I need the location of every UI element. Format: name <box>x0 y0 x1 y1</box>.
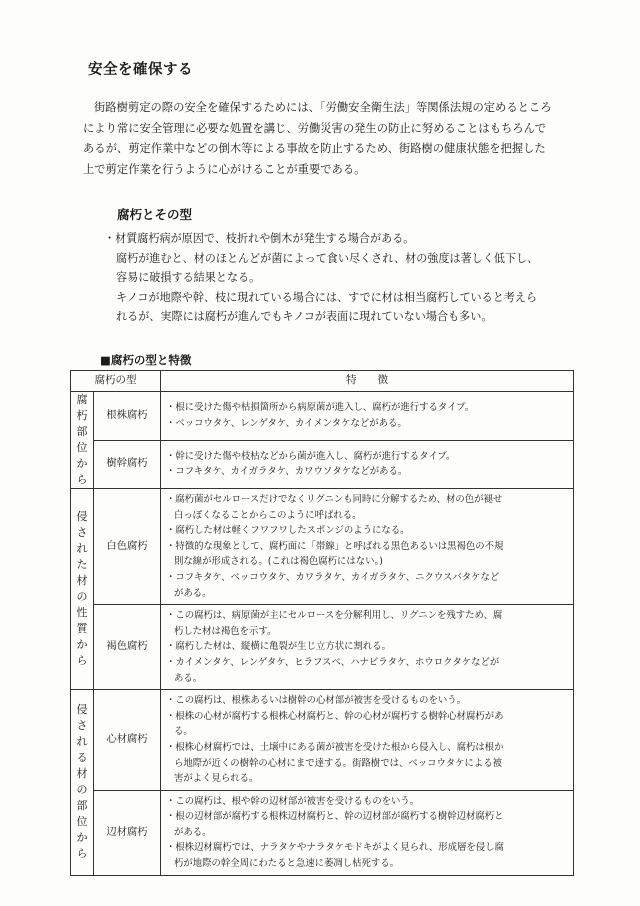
feature-line: がある。 <box>174 826 212 838</box>
decay-features <box>161 790 574 875</box>
table-body <box>71 392 574 876</box>
section-line: キノコが地際や幹、枝に現れている場合には、すでに材は相当腐朽していると考えら <box>116 290 538 304</box>
table-row <box>71 440 574 489</box>
intro-line: 上で剪定作業を行うように心がけることが重要である。 <box>83 162 366 176</box>
feature-line: 朽した材は褐色を示す。 <box>174 625 277 637</box>
feature-line: ・根に受けた傷や枯損箇所から病原菌が進入し、腐朽が進行するタイプ。 <box>166 402 475 414</box>
intro-paragraph <box>83 98 561 180</box>
feature-line: ・コフキタケ、カイガラタケ、カワウソタケなどがある。 <box>166 466 408 478</box>
section-line: 容易に破損する結果となる。 <box>116 271 261 285</box>
feature-line: ・ベッコウタケ、レンゲタケ、カイメンタケなどがある。 <box>166 417 407 429</box>
feature-line: ・腐朽菌がセルロースだけでなくリグニンも同時に分解するため、材の色が褪せ <box>166 494 503 505</box>
feature-line: ・根株心材腐朽では、土壌中にある菌が被害を受けた根から侵入し、腐朽は根か <box>166 741 504 753</box>
feature-line: る。 <box>174 726 193 738</box>
feature-line: ・根株の心材が腐朽する根株心材腐朽と、幹の心材が腐朽する樹幹心材腐朽があ <box>166 710 504 722</box>
decay-features <box>161 605 574 690</box>
decay-kind: 樹幹腐朽 <box>94 440 161 489</box>
decay-type-table <box>70 370 574 876</box>
table-heading: ■腐朽の型と特徴 <box>100 353 192 367</box>
table-row <box>71 605 574 690</box>
group-label <box>71 392 94 489</box>
header-decay-type: 腐朽の型 <box>71 371 161 392</box>
feature-line: ・カイメンタケ、レンゲタケ、ヒラフスベ、ハナビラタケ、ホウロクタケなどが <box>166 656 500 668</box>
section-body <box>104 229 564 327</box>
table-row <box>71 690 574 791</box>
page-title: 安全を確保する <box>88 62 193 78</box>
group-label <box>71 690 94 876</box>
feature-line: がある。 <box>174 587 212 599</box>
feature-line: 白っぽくなることからこのように呼ばれる。 <box>174 509 362 521</box>
decay-kind: 白色腐朽 <box>94 489 161 605</box>
decay-features <box>161 690 574 791</box>
feature-line: ・腐朽した材は軽くフワフワしたスポンジのようになる。 <box>166 525 410 537</box>
feature-line: 害がよく見られる。 <box>174 773 259 785</box>
feature-line: ・腐朽した材は、縦横に亀裂が生じ立方状に割れる。 <box>166 641 392 653</box>
intro-line: 街路樹剪定の際の安全を確保するためには、「労働安全衛生法」等関係法規の定めるところ <box>94 101 552 114</box>
group-label <box>71 489 94 690</box>
header-feature: 特 徴 <box>161 371 574 392</box>
group-label-text: 侵 さ れ る 材 の 部 位 か ら <box>76 703 88 861</box>
feature-line: ・この腐朽は、根や幹の辺材部が被害を受けるものをいう。 <box>166 795 420 807</box>
feature-line: ・コフキタケ、ベッコウタケ、カワラタケ、カイガラタケ、ニクウスバタケなど <box>166 571 500 583</box>
decay-features <box>161 392 574 441</box>
section-line: ・材質腐朽病が原因で、枝折れや倒木が発生する場合がある。 <box>104 232 415 245</box>
feature-line: ある。 <box>174 672 203 684</box>
feature-line: 則な線が形成される。(これは褐色腐朽にはない。) <box>174 556 383 568</box>
feature-line: 朽が地際の幹全周にわたると急速に萎凋し枯死する。 <box>174 858 400 870</box>
table-row <box>71 392 574 441</box>
feature-line: ら地際が近くの樹幹の心材にまで達する。街路樹では、ベッコウタケによる被 <box>174 757 503 769</box>
decay-kind: 辺材腐朽 <box>94 790 161 875</box>
feature-line: ・特徴的な現象として、腐朽面に「帯線」と呼ばれる黒色あるいは黒褐色の不規 <box>166 540 504 552</box>
table-header-row <box>71 371 574 392</box>
feature-line: ・幹に受けた傷や枝枯などから菌が進入し、腐朽が進行するタイプ。 <box>166 450 456 462</box>
table-row <box>71 790 574 875</box>
group-label-text: 侵 さ れ た 材 の 性 質 か ら <box>76 510 88 668</box>
decay-features <box>161 489 574 605</box>
feature-line: ・根株辺材腐朽では、ナラタケやナラタケモドキがよく見られ、形成層を侵し腐 <box>166 842 504 854</box>
decay-features <box>161 440 574 489</box>
group-label-text: 腐 朽 部 位 か ら <box>76 393 88 486</box>
section-heading: 腐朽とその型 <box>117 207 193 222</box>
intro-line: あるが、剪定作業中などの倒木等による事故を防止するため、街路樹の健康状態を把握した <box>83 142 546 155</box>
decay-kind: 心材腐朽 <box>94 690 161 791</box>
intro-line: により常に安全管理に必要な処置を講じ、労働災害の発生の防止に努めることはもちろんで <box>83 121 547 135</box>
feature-line: ・根の辺材部が腐朽する根株辺材腐朽と、幹の辺材部が腐朽する樹幹辺材腐朽と <box>166 811 504 823</box>
decay-kind: 褐色腐朽 <box>94 605 161 690</box>
feature-line: ・この腐朽は、根株あるいは樹幹の心材部が被害を受けるものをいう。 <box>166 695 467 707</box>
table-row <box>71 489 574 605</box>
feature-line: ・この腐朽は、病原菌が主にセルロースを分解利用し、リグニンを残すため、腐 <box>166 610 503 622</box>
decay-kind: 根株腐朽 <box>94 392 161 441</box>
section-line: れるが、実際には腐朽が進んでもキノコが表面に現れていない場合も多い。 <box>116 310 493 324</box>
section-line: 腐朽が進むと、材のほとんどが菌によって食い尽くされ、材の強度は著しく低下し、 <box>116 251 539 265</box>
